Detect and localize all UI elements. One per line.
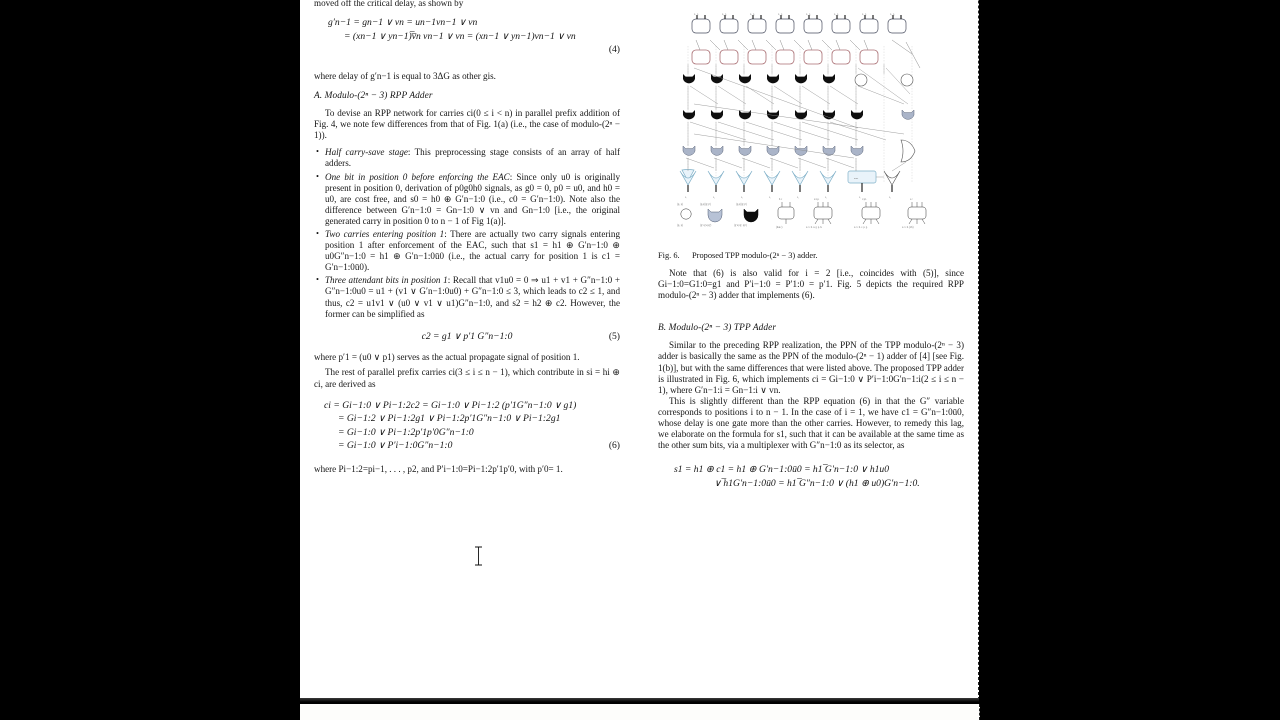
svg-text:(g'∨pg', pp'): (g'∨pg', pp') [734,224,747,227]
svg-text:uᵢ vᵢ hᵢ cᵢ pᵢ gᵢ: uᵢ vᵢ hᵢ cᵢ pᵢ gᵢ [854,226,868,229]
equation-6-line-4: = Gi−1:0 ∨ P′i−1:0G″n−1:0 [338,440,453,452]
next-page-top[interactable] [300,704,980,720]
bullet-text: : Since only u0 is originally present in position 0, derivation of p0g0h0 signals, as g0 = 0, p0 = u0, and h0 = u0, are cost free, and s0 = h0 ⊕ G′n−1:0 (i.e., c0 = G′n−1:0). Note also the difference between G′n−1:0 = Gn−1:0 ∨ vn and Gn−1:0 [i.e., the original generated carry in position 0 to n − 1 of Fig 1(a)]. [325,171,620,226]
list-item [314,275,620,319]
svg-text:s₆: s₆ [713,196,715,199]
bullet-title: Two carries entering position 1 [325,229,445,239]
svg-text:(g, p): (g, p) [677,224,684,227]
svg-text:uᵢ vᵢ hᵢ (2h): uᵢ vᵢ hᵢ (2h) [902,226,914,229]
list-item [314,229,620,273]
svg-text:x₂ y₂: x₂ y₂ [834,13,840,16]
equation-6-line-3: = Gi−1:0 ∨ Pi−1:2p′1p′0G″n−1:0 [338,426,474,438]
svg-text:s₃: s₃ [797,196,799,199]
svg-text:s₇: s₇ [685,196,687,199]
figure-6-graphic [658,8,964,243]
svg-text:x₅ y₅: x₅ y₅ [750,13,756,16]
page-bottom-shadow [300,698,979,702]
paragraph-b2: This is slightly different than the RPP equation (6) in that the G″ variable corresponds to positions i to n − 1. In the case of i = 1, we have c1 = G″n−1:0ū0, whose delay is one gate more than the other carries. However, to remedy this lag, we elaborate on the formula for s1, such that it can be available at the same time as the other sum bits, via a multiplexer with G″n−1:0 as its selector, as [658,395,964,451]
equation-4-line-2: = (xn−1 ∨ yn−1)̅v̅n vn−1 ∨ vn = (xn−1 ∨ yn−1)vn−1 ∨ vn [344,30,576,42]
equation-6-number: (6) [608,440,620,452]
svg-text:uᵢvᵢpᵢ: uᵢvᵢpᵢ [814,198,820,201]
bullet-title: Half carry-save stage [325,147,408,158]
page-columns [314,0,964,700]
pdf-page[interactable] [300,0,979,700]
figure-6-label: Fig. 6. [658,251,680,260]
equation-4-number: (4) [608,44,620,56]
after-eq6-text: where Pi−1:2=pi−1, . . . , p2, and P′i−1:0=Pi−1:2p′1p′0, with p′0= 1. [314,464,563,474]
bullet-title: One bit in position 0 before enforcing the EAC [325,171,510,182]
svg-text:uᵢ vᵢ hᵢ uᵢ gᵢ pᵢ hᵢ: uᵢ vᵢ hᵢ uᵢ gᵢ pᵢ hᵢ [806,226,822,229]
svg-text:s₅: s₅ [741,196,743,199]
figure-6 [658,8,964,261]
bullet-text: : There are actually two carry signals entering position 1 after enforcement of the EAC, such that s1 = h1 ⊕ G′n−1:0 ⊕ u0G″n−1:0 = h1 ⊕ G′n−1:0ū0 (i.e., the actual carry for position 1 is c1 = G′n−1:0ū0). [325,229,621,273]
list-item [314,172,620,227]
svg-text:(g,p)(g',p'): (g,p)(g',p') [736,203,747,206]
svg-text:(h⊕c): (h⊕c) [776,226,783,229]
equation-5 [314,330,620,344]
equation-s1 [658,463,964,490]
bullet-text: : This preprocessing stage consists of an array of half adders. [325,147,620,169]
svg-text:h c: h c [779,198,783,201]
bullet-list [314,147,620,319]
bullet-text: : Recall that v1u0 = 0 ⇒ u1 + v1 + G″n−1:0 + G″n−1:0u0 = u1 + (v1 ∨ G′n−1:0u0) + G″n−1:0 ≤ 3, which leads to c2 ≤ 1, and thus, c2 = u1v1 ∨ (u0 ∨ v1 ∨ u1)G″n−1:0, and s2 = h2 ⊕ c2. However, the former can be simplified as [325,275,620,319]
paragraph-1: To devise an RPP network for carries ci(0 ≤ i < n) in parallel prefix addition of Fig. 4, we note few differences from that of Fig. 1(a) (i.e., the case of modulo-(2ⁿ − 1)). [314,108,620,141]
svg-text:s₁: s₁ [859,196,861,199]
svg-text:s c: s c [910,198,913,201]
svg-text:(g'=g∨pg'): (g'=g∨pg') [700,224,712,227]
equation-4 [314,16,620,57]
list-item [314,147,620,169]
equation-s1-line-2: ∨ ̅h1G′n−1:0ū0 = h1 ̅G″n−1:0 ∨ (h1 ⊕ u0)G′n−1:0. [714,477,920,489]
left-column [314,0,620,475]
equation-4-line-1: g′n−1 = gn−1 ∨ vn = un−1vn−1 ∨ vn [328,17,478,29]
lead-line: moved off the critical delay, as shown by [314,0,464,8]
svg-text:x₇ y₇: x₇ y₇ [694,13,700,16]
equation-6 [314,399,620,453]
paragraph-2: The rest of parallel prefix carries ci(3 ≤ i ≤ n − 1), which contribute in si = hi ⊕ ci, are derived as [314,367,620,389]
svg-text:x₀ y₀: x₀ y₀ [890,13,896,16]
svg-text:(g, p): (g, p) [677,203,684,206]
equation-5-line-1: c2 = g1 ∨ p′1 G″n−1:0 [421,330,513,342]
svg-text:x₁ y₁: x₁ y₁ [862,13,868,16]
note-paragraph: Note that (6) is also valid for i = 2 [i.e., coincides with (5)], since Gi−1:0=G1:0=g1 and P′i−1:0 = P′1:0 = p′1. Fig. 5 depicts the required RPP modulo-(2ⁿ − 3) adder that implements (6). [658,268,964,301]
figure-6-caption [658,251,964,261]
after-eq5-text: where p′1 = (u0 ∨ p1) serves as the actual propagate signal of position 1. [314,352,580,363]
after-eq4-text: where delay of g′n−1 is equal to 3ΔG as other gis. [314,70,496,81]
svg-text:s₄: s₄ [769,196,771,199]
equation-5-number: (5) [608,330,620,342]
section-b-heading: B. Modulo-(2ⁿ − 3) TPP Adder [658,323,777,334]
svg-text:s₂: s₂ [825,196,827,199]
svg-text:x₃ y₃: x₃ y₃ [806,13,812,16]
right-column [658,0,964,498]
equation-s1-line-1: s1 = h1 ⊕ c1 = h1 ⊕ G′n−1:0ū0 = h1 ̅G′n−1:0 ∨ h1u0 [674,464,890,476]
equation-6-line-1: ci = Gi−1:0 ∨ Pi−1:2c2 = Gi−1:0 ∨ Pi−1:2 (p′1G″n−1:0 ∨ g1) [324,399,577,411]
svg-text:vᵢpᵢlᵢ: vᵢpᵢlᵢ [862,198,867,201]
bullet-title: Three attendant bits in position 1 [325,275,448,286]
svg-text:mux: mux [854,177,859,180]
svg-text:x₆ y₆: x₆ y₆ [722,13,728,16]
equation-6-line-2: = Gi−1:2 ∨ Pi−1:2g1 ∨ Pi−1:2p′1G″n−1:0 ∨ Pi−1:2g1 [338,413,561,425]
svg-text:(g,p)(g',p'): (g,p)(g',p') [700,203,711,206]
svg-text:s₀: s₀ [889,196,891,199]
section-a-heading: A. Modulo-(2ⁿ − 3) RPP Adder [314,90,433,101]
figure-6-caption-text: Proposed TPP modulo-(2ⁿ − 3) adder. [692,251,818,260]
paragraph-b1: Similar to the preceding RPP realization, the PPN of the TPP modulo-(2ⁿ − 3) adder is basically the same as the PPN of the modulo-(2ⁿ − 1) adder of [4] [see Fig. 1(b)], but with the same differences that were listed above. The proposed TPP adder is illustrated in Fig. 6, which implements ci = Gi−1:0 ∨ P′i−1:0G′n−1:i(2 ≤ i ≤ n − 1), where G′n−1:i = Gn−1:i ∨ vn. [658,340,964,395]
svg-text:x₄ y₄: x₄ y₄ [778,13,784,16]
